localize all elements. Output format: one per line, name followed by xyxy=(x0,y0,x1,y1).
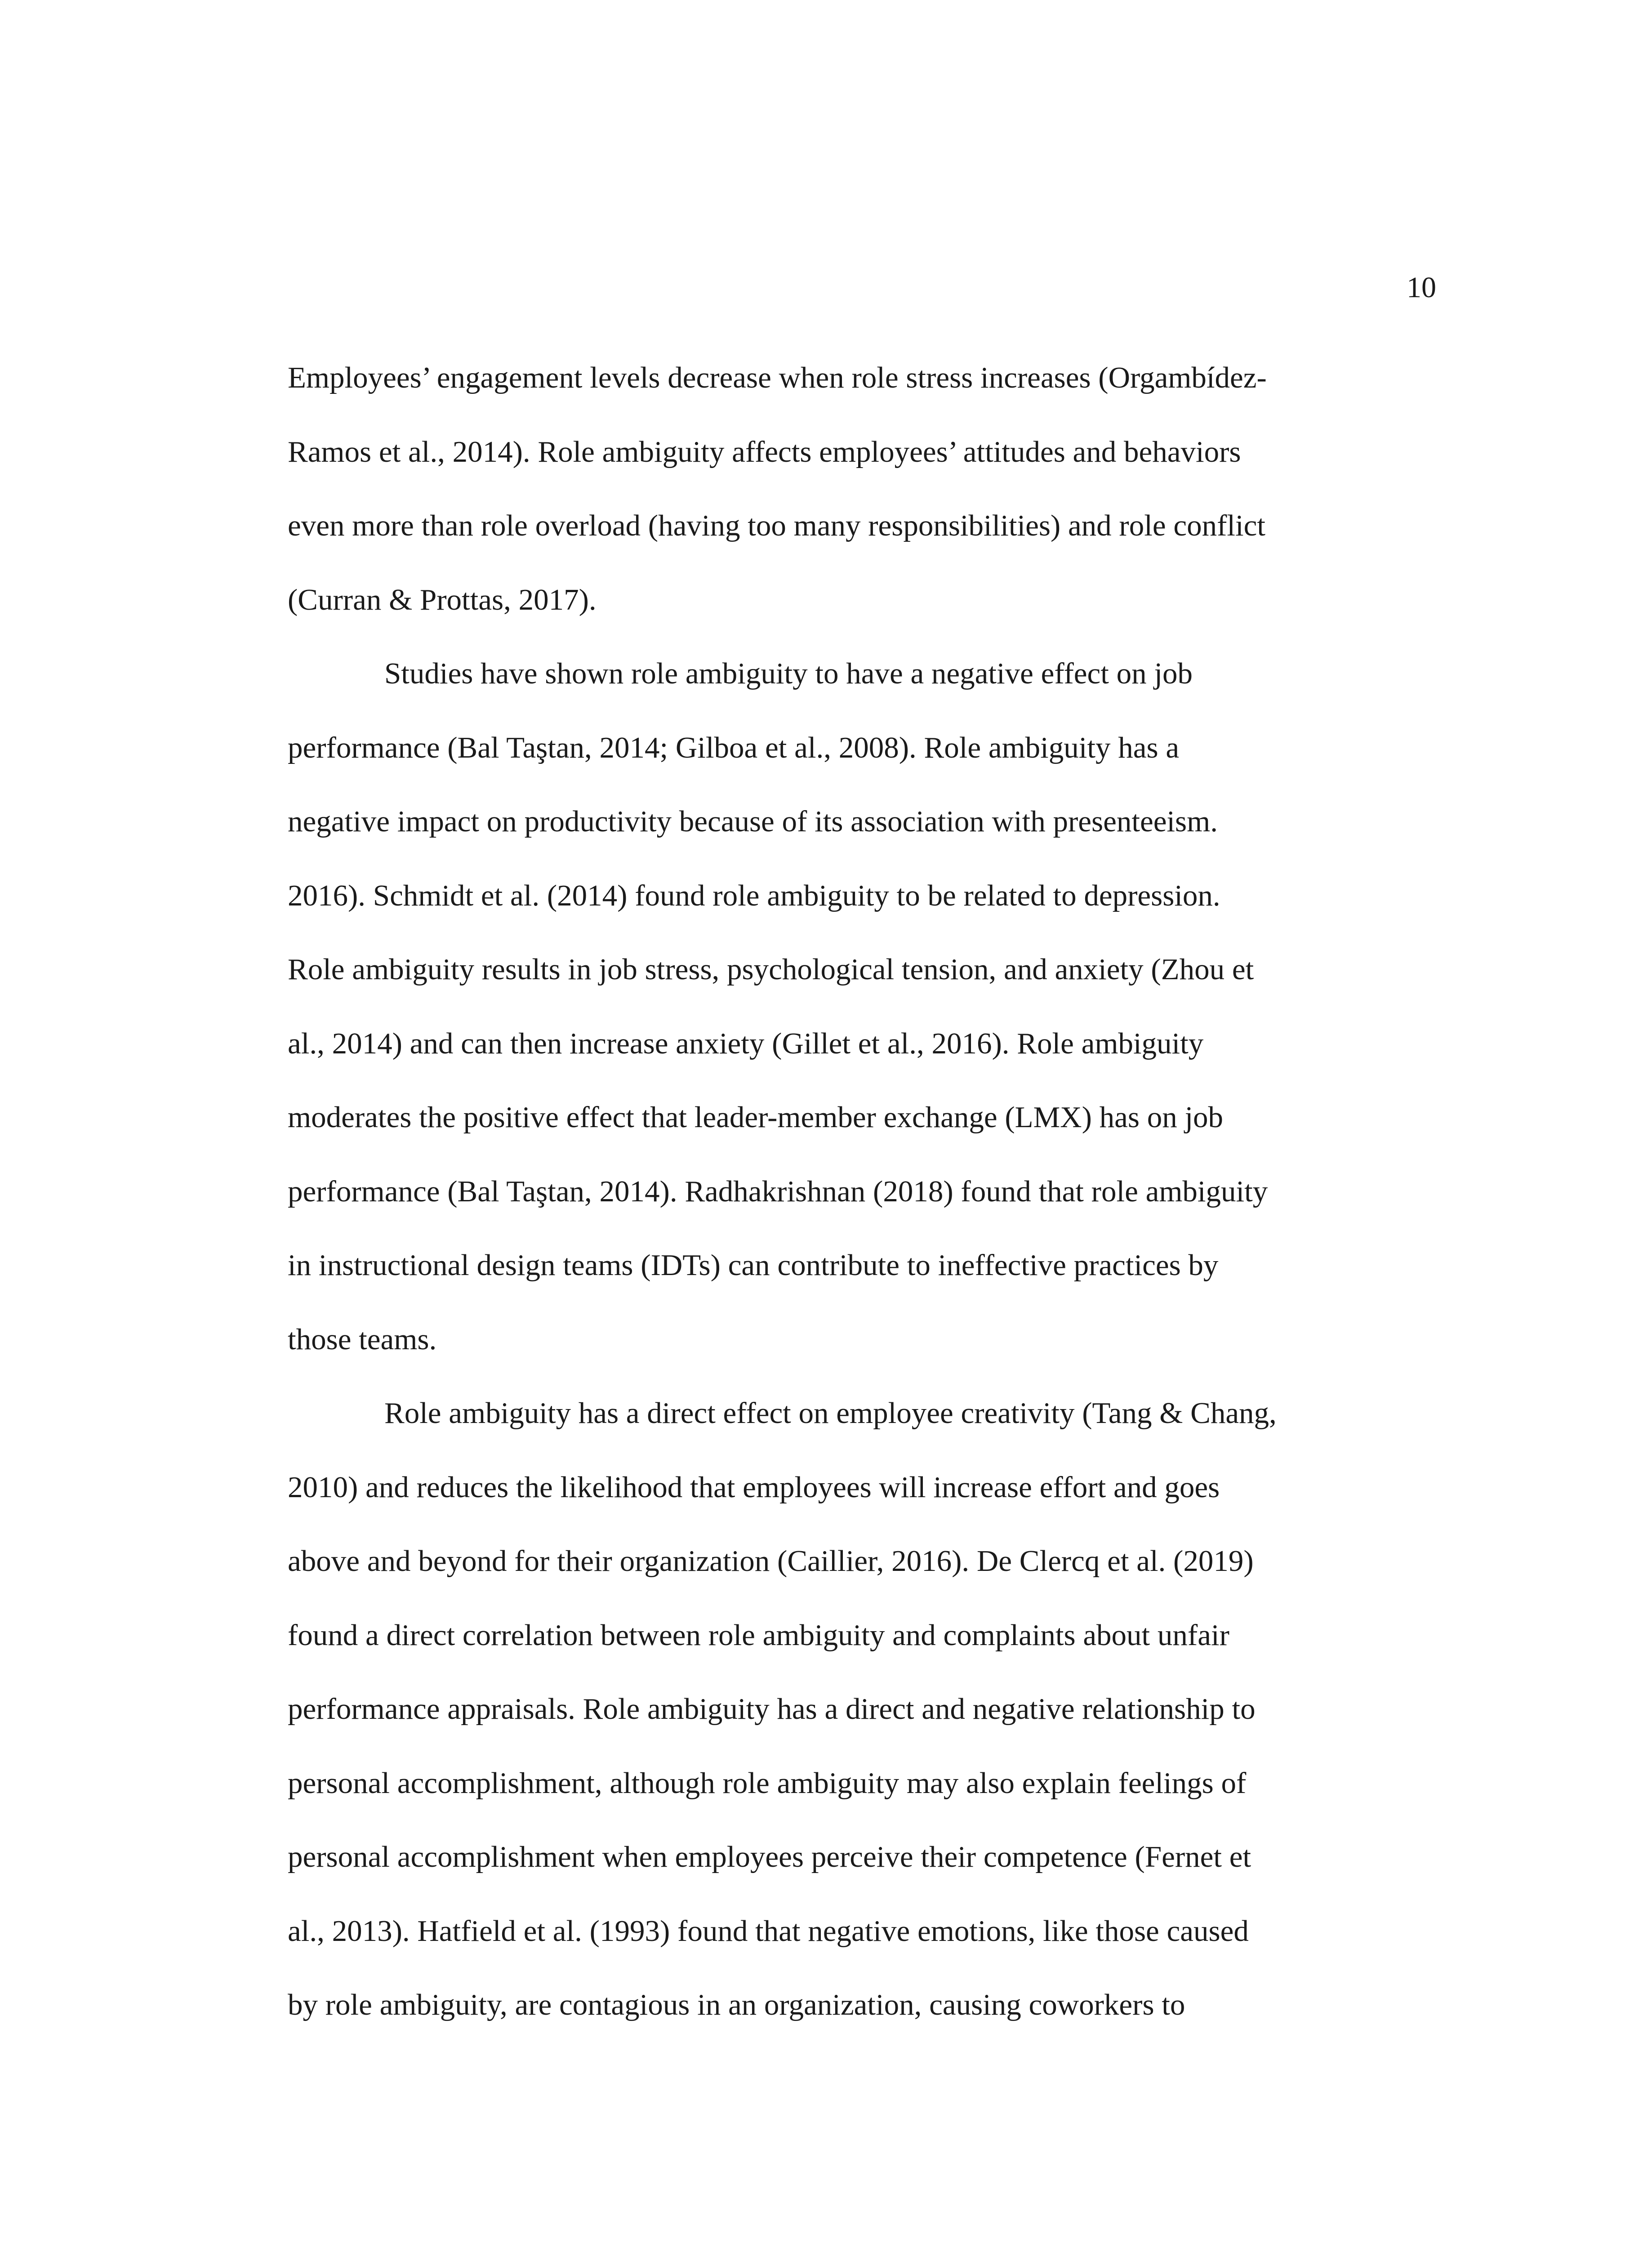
text-line: Ramos et al., 2014). Role ambiguity affects employees’ attitudes and behaviors xyxy=(288,435,1241,468)
paragraph xyxy=(288,651,1385,1391)
page-number: 10 xyxy=(1407,271,1436,304)
text-line: Role ambiguity has a direct effect on employee creativity (Tang & Chang, xyxy=(384,1396,1277,1430)
text-line: al., 2014) and can then increase anxiety (Gillet et al., 2016). Role ambiguity xyxy=(288,1026,1204,1060)
text-line: al., 2013). Hatfield et al. (1993) found that negative emotions, like those caused xyxy=(288,1914,1249,1948)
text-line: performance appraisals. Role ambiguity has a direct and negative relationship to xyxy=(288,1692,1256,1726)
text-line: 2016). Schmidt et al. (2014) found role ambiguity to be related to depression. xyxy=(288,879,1220,912)
text-line: by role ambiguity, are contagious in an organization, causing coworkers to xyxy=(288,1988,1185,2021)
paragraph xyxy=(288,355,1385,651)
text-line: even more than role overload (having too many responsibilities) and role conflict xyxy=(288,509,1265,542)
text-line: Studies have shown role ambiguity to have a negative effect on job xyxy=(384,657,1193,690)
paragraph xyxy=(288,1391,1385,2056)
text-line: personal accomplishment, although role ambiguity may also explain feelings of xyxy=(288,1766,1247,1800)
text-line: Role ambiguity results in job stress, psychological tension, and anxiety (Zhou et xyxy=(288,953,1254,986)
text-line: found a direct correlation between role ambiguity and complaints about unfair xyxy=(288,1618,1229,1652)
text-line: negative impact on productivity because of its association with presenteeism. xyxy=(288,805,1218,838)
text-line: (Curran & Prottas, 2017). xyxy=(288,583,597,616)
text-line: 2010) and reduces the likelihood that employees will increase effort and goes xyxy=(288,1470,1220,1504)
text-line: moderates the positive effect that leader-member exchange (LMX) has on job xyxy=(288,1101,1224,1134)
text-line: above and beyond for their organization (Caillier, 2016). De Clercq et al. (2019) xyxy=(288,1544,1254,1578)
text-line: performance (Bal Taştan, 2014). Radhakrishnan (2018) found that role ambiguity xyxy=(288,1174,1268,1208)
body-text xyxy=(288,355,1385,2056)
text-line: in instructional design teams (IDTs) can contribute to ineffective practices by xyxy=(288,1249,1219,1282)
text-line: performance (Bal Taştan, 2014; Gilboa et al., 2008). Role ambiguity has a xyxy=(288,731,1180,764)
text-line: personal accomplishment when employees perceive their competence (Fernet et xyxy=(288,1840,1251,1873)
text-line: Employees’ engagement levels decrease when role stress increases (Orgambídez- xyxy=(288,361,1267,394)
text-line: those teams. xyxy=(288,1322,437,1356)
